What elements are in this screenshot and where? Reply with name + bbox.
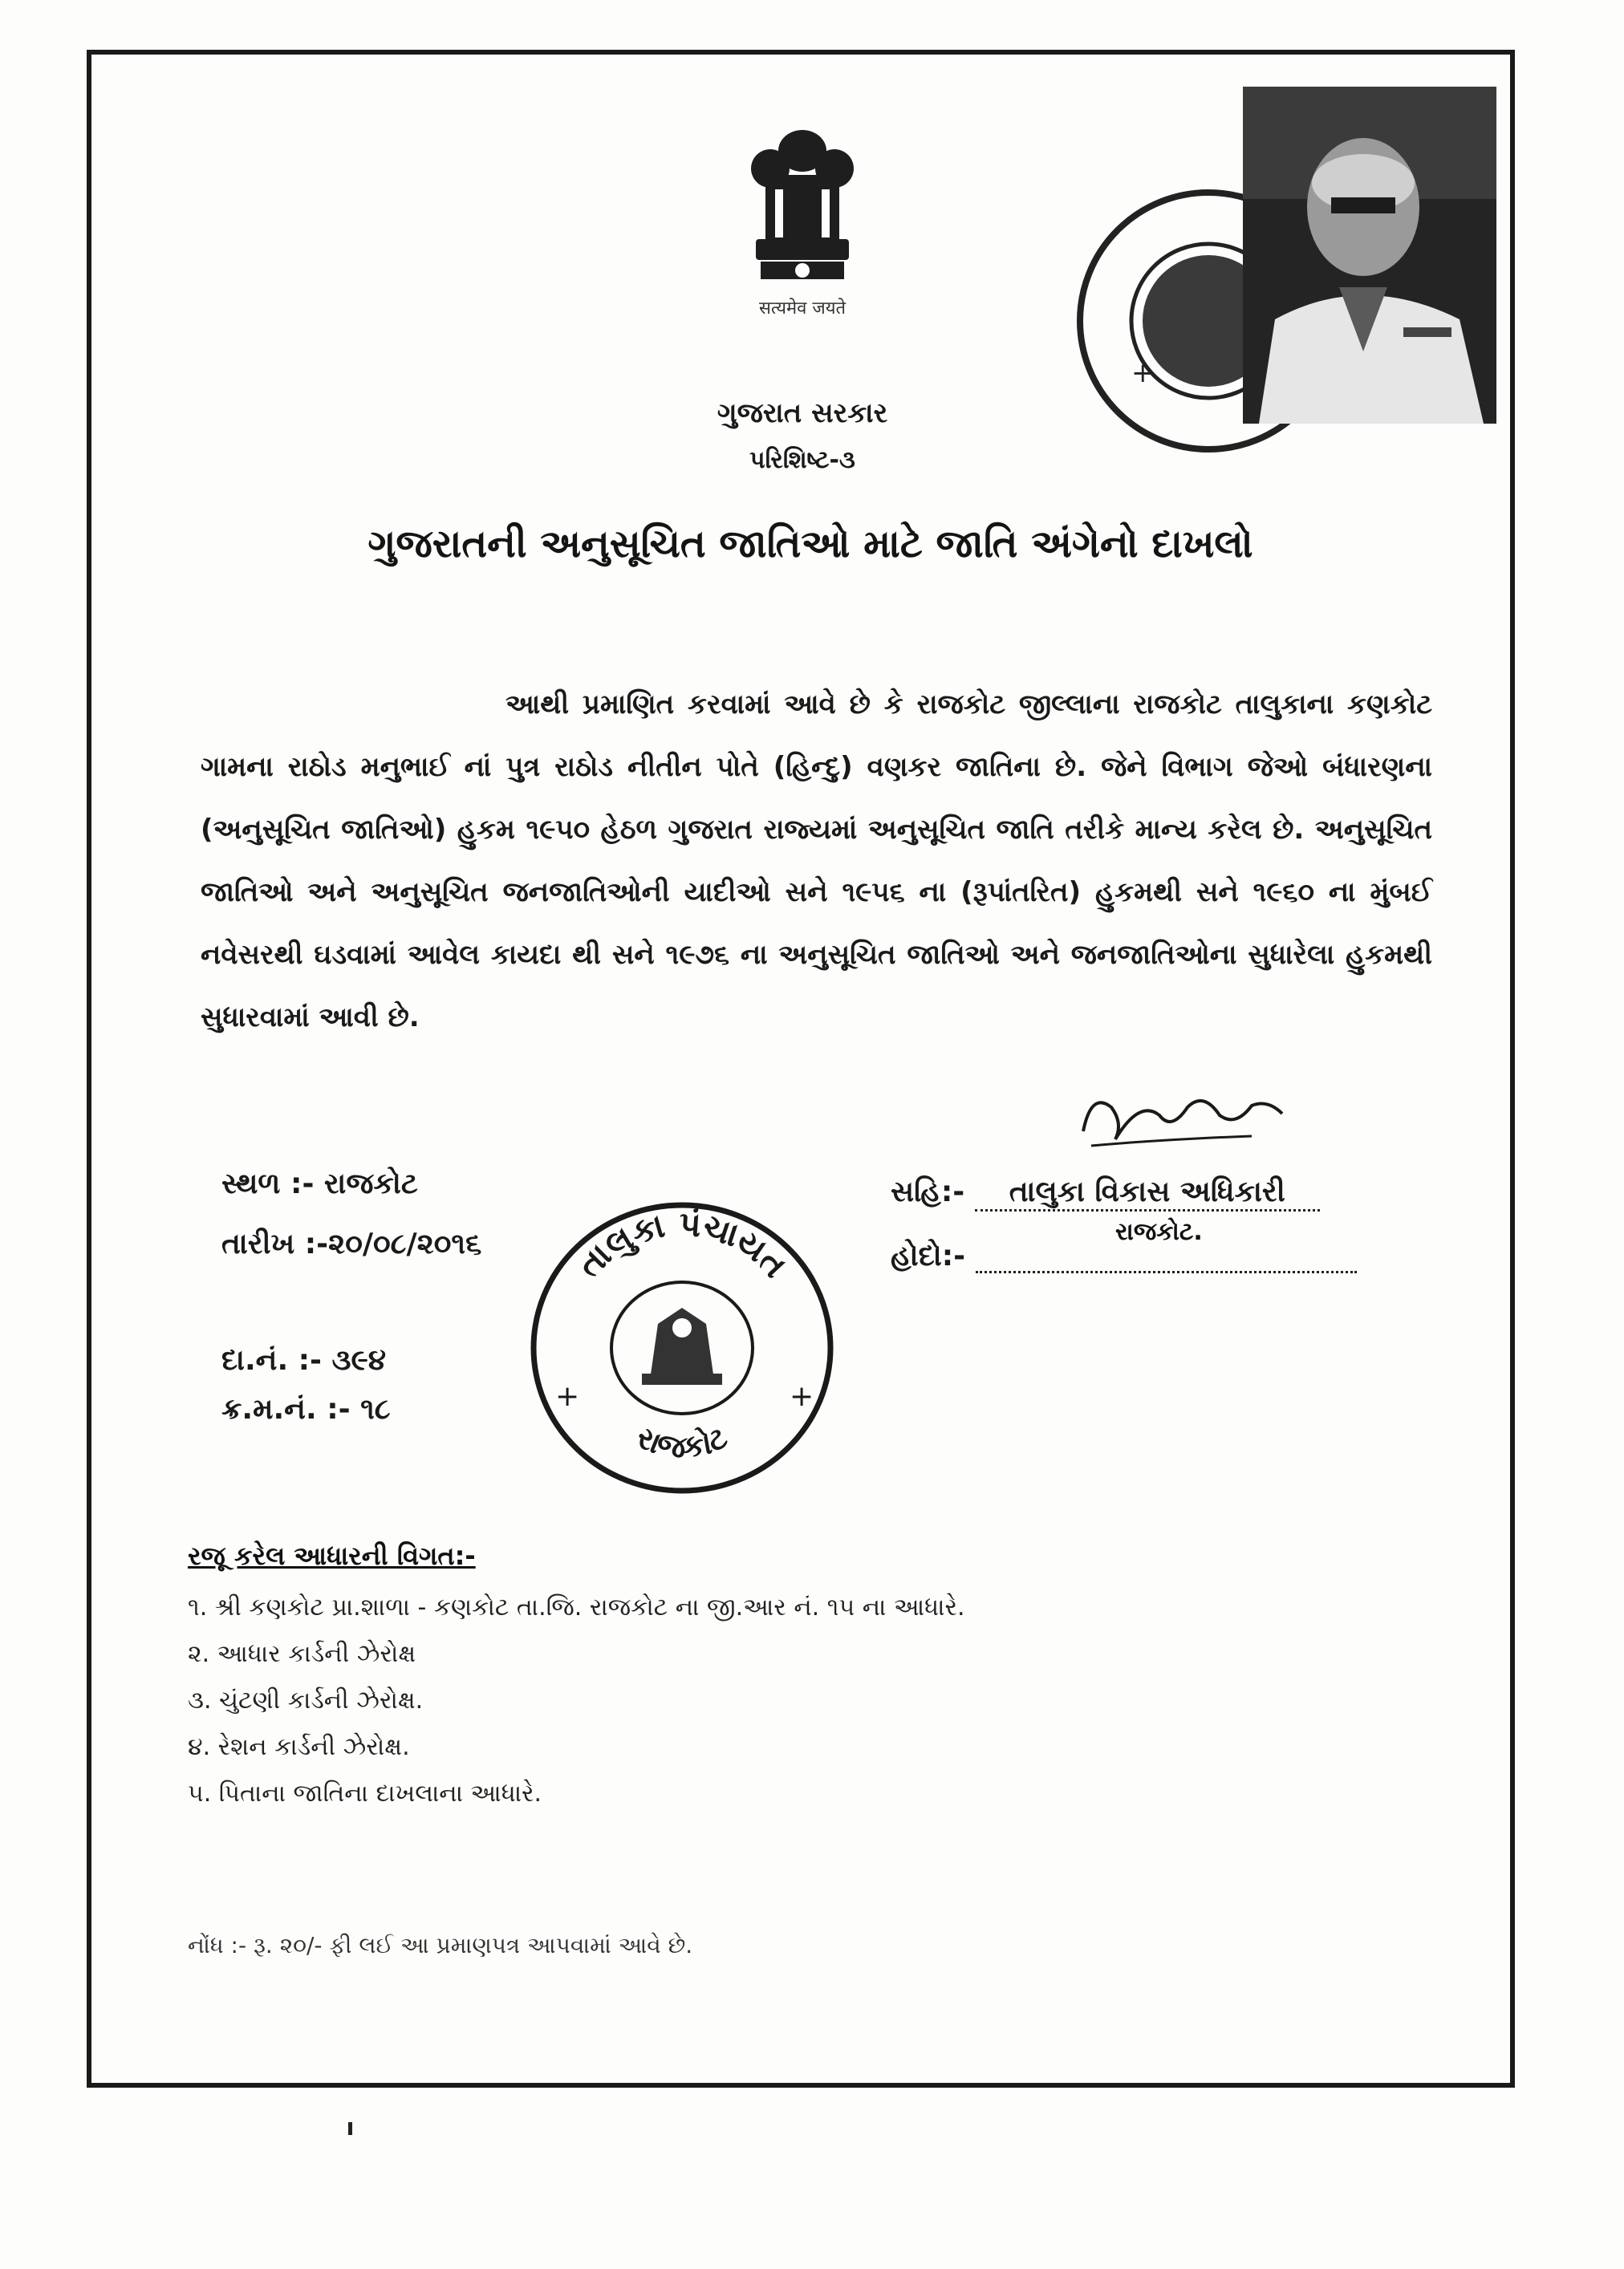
post-dotted-line [976, 1244, 1357, 1273]
seal-bottom-text: રાજકોટ [631, 1419, 733, 1465]
place-field: સ્થળ :- રાજકોટ [221, 1167, 418, 1200]
certificate-number-field: દા.નં. :- ૩૯૪ [221, 1344, 387, 1377]
post-field [891, 1240, 1357, 1273]
seal-top-text: તાલુકા પંચાયત [569, 1204, 795, 1285]
applicant-photo [1243, 87, 1496, 424]
serial-number-field: ક્ર.મ.નં. :- ૧૮ [221, 1393, 391, 1426]
post-label: હોદો:- [891, 1240, 966, 1273]
emblem-caption: सत्यमेव जयते [758, 298, 847, 319]
documents-list [188, 1585, 965, 1817]
document-item: ૫. પિતાના જાતિના દાખલાના આધારે. [188, 1780, 542, 1808]
svg-text:+: + [790, 1380, 814, 1413]
certificate-title: ગુજરાતની અનુસૂચિત જાતિઓ માટે જાતિ અંગેનો દાખલો [367, 522, 1253, 566]
svg-text:તાલુકા પંચાયત [570, 1204, 795, 1285]
certificate-body: આથી પ્રમાણિત કરવામાં આવે છે કે રાજકોટ જીલ્લાના રાજકોટ તાલુકાના કણકોટ ગામના રાઠોડ મનુભાઈ નાં પુત્ર રાઠોડ નીતીન પોતે (હિન્દુ) વણકર જાતિના છે. જેને વિભાગ જેઓ બંધારણના (અનુસૂચિત જાતિઓ) હુકમ ૧૯૫૦ હેઠળ ગુજરાત રાજ્યમાં અનુસૂચિત જાતિ તરીકે માન્ય કરેલ છે. અનુસૂચિત જાતિઓ અને અનુસૂચિત જનજાતિઓની યાદીઓ સને ૧૯૫૬ ના (રૂપાંતરિત) હુકમથી સને ૧૯૬૦ ના મુંબઈ નવેસરથી ઘડવામાં આવેલ કાયદા થી સને ૧૯૭૬ ના અનુસૂચિત જાતિઓ અને જનજાતિઓના સુધારેલા હુકમથી સુધારવામાં આવી છે. [201, 688, 1432, 1033]
svg-text:+: + [555, 1380, 580, 1413]
office-seal-bottom [514, 1187, 851, 1508]
signature [1067, 1083, 1292, 1155]
fee-note: નોંધ :- રૂ. ૨૦/- ફી લઈ આ પ્રમાણપત્ર આપવામાં આવે છે. [188, 1932, 693, 1958]
scan-mark [348, 2122, 352, 2135]
document-item: ૧. શ્રી કણકોટ પ્રા.શાળા - કણકોટ તા.જિ. રાજકોટ ના જી.આર નં. ૧૫ ના આધારે. [188, 1593, 965, 1622]
signature-label: સહિ:- [891, 1175, 965, 1208]
document-item: ૨. આધાર કાર્ડની ઝેરોક્ષ [188, 1640, 416, 1668]
signatory-place: રાજકોટ. [1115, 1218, 1203, 1246]
signature-field [891, 1175, 1320, 1212]
government-heading: ગુજરાત સરકાર [717, 397, 888, 429]
documents-heading: રજૂ કરેલ આધારની વિગત:- [188, 1540, 476, 1571]
document-item: ૪. રેશન કાર્ડની ઝેરોક્ષ. [188, 1733, 410, 1761]
svg-text:રાજકોટ [631, 1419, 733, 1465]
signatory-designation: તાલુકા વિકાસ અધિકારી [975, 1175, 1320, 1212]
svg-text:+: + [1131, 357, 1155, 389]
date-field: તારીખ :-૨૦/૦૮/૨૦૧૬ [221, 1228, 482, 1260]
annexure-heading: પરિશિષ્ટ-૩ [749, 446, 855, 474]
document-item: ૩. ચુંટણી કાર્ડની ઝેરોક્ષ. [188, 1687, 424, 1715]
